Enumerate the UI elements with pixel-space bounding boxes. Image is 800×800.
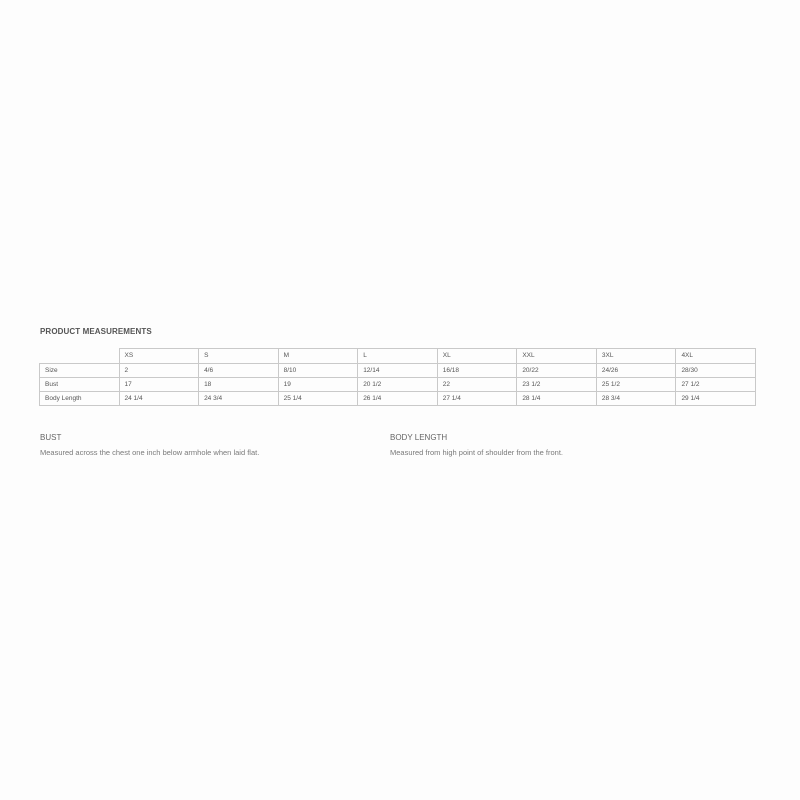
- table-cell: 27 1/4: [437, 392, 517, 406]
- table-cell: 25 1/2: [596, 378, 676, 392]
- table-cell: 28 3/4: [596, 392, 676, 406]
- table-cell: 20/22: [517, 364, 597, 378]
- table-cell: 16/18: [437, 364, 517, 378]
- column-header: XXL: [517, 349, 597, 364]
- body-length-description: [390, 433, 720, 457]
- row-header: Bust: [40, 378, 120, 392]
- table-cell: 12/14: [358, 364, 438, 378]
- column-header: L: [358, 349, 438, 364]
- body-length-heading: BODY LENGTH: [390, 433, 448, 442]
- table-cell: 28 1/4: [517, 392, 597, 406]
- table-cell: 24 3/4: [199, 392, 279, 406]
- table-cell: 18: [199, 378, 279, 392]
- table-cell: 25 1/4: [278, 392, 358, 406]
- table-cell: 20 1/2: [358, 378, 438, 392]
- row-header: Body Length: [40, 392, 120, 406]
- column-header: XL: [437, 349, 517, 364]
- table-row: [40, 364, 756, 378]
- column-header: 4XL: [676, 349, 756, 364]
- table-cell: 8/10: [278, 364, 358, 378]
- table-cell: 27 1/2: [676, 378, 756, 392]
- table-cell: 17: [119, 378, 199, 392]
- table-cell: 22: [437, 378, 517, 392]
- body-length-text: Measured from high point of shoulder from the front.: [390, 448, 564, 457]
- table-cell: 28/30: [676, 364, 756, 378]
- table-cell: 24 1/4: [119, 392, 199, 406]
- column-header: XS: [119, 349, 199, 364]
- table-row: [40, 378, 756, 392]
- bust-text: Measured across the chest one inch below armhole when laid flat.: [40, 448, 260, 457]
- row-header: Size: [40, 364, 120, 378]
- table-cell: 2: [119, 364, 199, 378]
- table-cell: 29 1/4: [676, 392, 756, 406]
- bust-description: [40, 433, 370, 457]
- column-header: 3XL: [596, 349, 676, 364]
- table-cell: 19: [278, 378, 358, 392]
- bust-heading: BUST: [40, 433, 62, 442]
- table-cell: 26 1/4: [358, 392, 438, 406]
- table-header-row: [40, 349, 756, 364]
- table-cell: 23 1/2: [517, 378, 597, 392]
- measurements-table: [39, 348, 756, 406]
- page-title: PRODUCT MEASUREMENTS: [40, 327, 152, 336]
- column-header: M: [278, 349, 358, 364]
- table-row: [40, 392, 756, 406]
- column-header: S: [199, 349, 279, 364]
- table-corner-cell: [40, 349, 120, 364]
- table-cell: 4/6: [199, 364, 279, 378]
- table-cell: 24/26: [596, 364, 676, 378]
